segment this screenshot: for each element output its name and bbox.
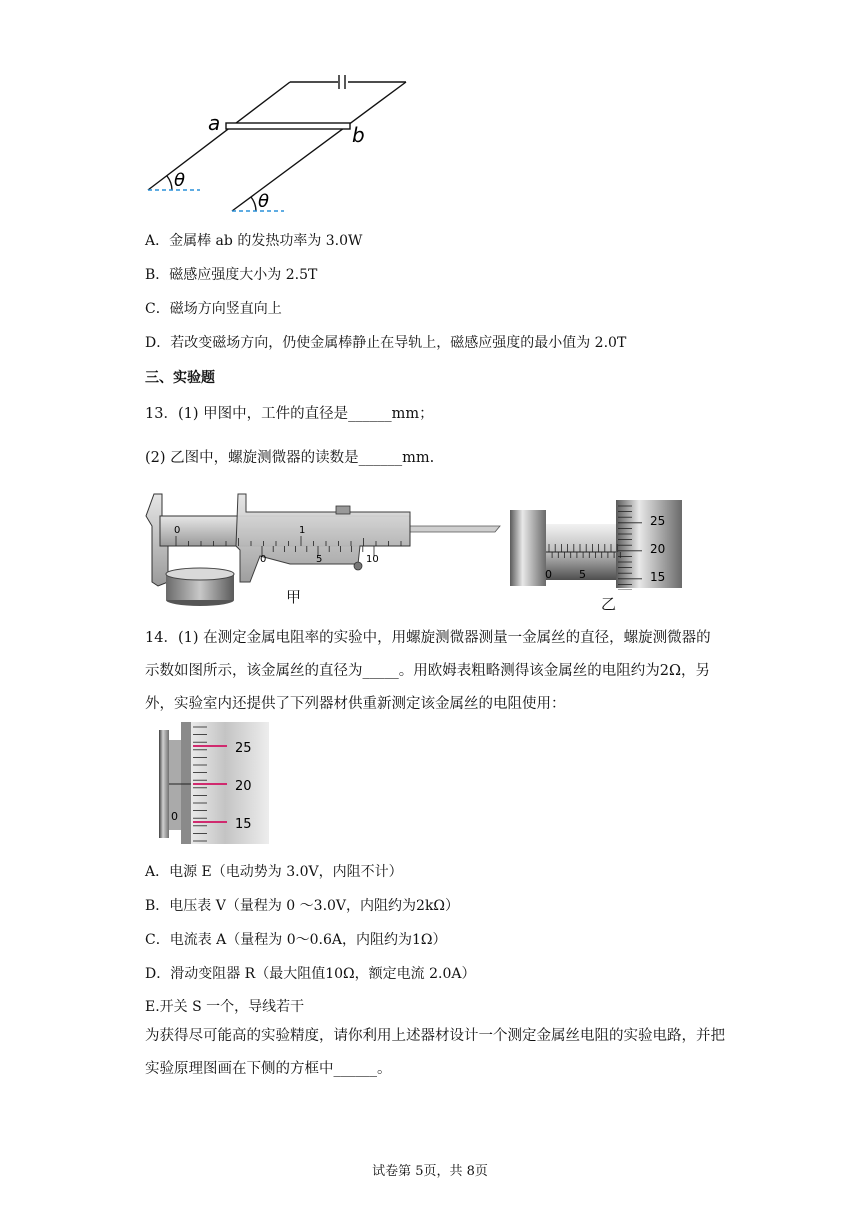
micrometer-caption: 乙 — [601, 595, 617, 613]
vernier-caliper-figure — [140, 486, 505, 608]
q13-line1: 13．(1) 甲图中，工件的直径是______mm； — [145, 406, 434, 422]
vernier-scale-5: 5 — [316, 554, 323, 565]
theta-right: θ — [258, 191, 270, 212]
m1-thimble-20: 20 — [650, 542, 666, 556]
m1-thimble-15: 15 — [650, 570, 666, 584]
equipment-d: D．滑动变阻器 R（最大阻值10Ω，额定电流 2.0A） — [145, 966, 476, 982]
equipment-c: C．电流表 A（量程为 0～0.6A，内阻约为1Ω） — [145, 932, 447, 948]
vernier-scale-10: 10 — [366, 554, 379, 565]
label-a: a — [208, 111, 221, 135]
q14-paragraph: 14．(1) 在测定金属电阻率的实验中，用螺旋测微器测量一金属丝的直径，螺旋测微器的示数如图所示，该金属丝的直径为_____。用欧姆表粗略测得该金属丝的电阻约为2Ω，另外，实验室内还提供了下列器材供重新测定该金属丝的电阻使用： — [145, 630, 711, 712]
main-scale-1: 1 — [299, 525, 306, 536]
label-b: b — [352, 123, 365, 147]
m2-thimble-20: 20 — [235, 779, 252, 794]
equipment-e: E.开关 S 一个，导线若干 — [145, 999, 305, 1015]
equipment-a: A．电源 E（电动势为 3.0V，内阻不计） — [145, 864, 403, 880]
page-footer: 试卷第 5页，共 8页 — [372, 1164, 488, 1179]
task-paragraph: 为获得尽可能高的实验精度，请你利用上述器材设计一个测定金属丝电阻的实验电路，并把实验原理图画在下侧的方框中______。 — [145, 1028, 725, 1077]
option-d: D．若改变磁场方向，仍使金属棒静止在导轨上，磁感应强度的最小值为 2.0T — [145, 335, 627, 351]
option-c: C．磁场方向竖直向上 — [145, 301, 282, 317]
m1-sleeve-5: 5 — [579, 568, 586, 581]
m1-sleeve-0: 0 — [545, 568, 552, 581]
option-b: B．磁感应强度大小为 2.5T — [145, 267, 318, 283]
m2-thimble-15: 15 — [235, 817, 252, 832]
q13-line2: (2) 乙图中，螺旋测微器的读数是______mm. — [145, 450, 435, 466]
option-a: A．金属棒 ab 的发热功率为 3.0W — [145, 233, 363, 249]
m1-thimble-25: 25 — [650, 514, 666, 528]
m2-thimble-25: 25 — [235, 741, 252, 756]
micrometer-figure-1 — [508, 498, 686, 590]
equipment-b: B．电压表 V（量程为 0 ～3.0V，内阻约为2kΩ） — [145, 898, 460, 914]
caliper-caption: 甲 — [286, 588, 302, 606]
main-scale-0: 0 — [174, 525, 181, 536]
inclined-rails-figure — [140, 68, 420, 218]
section-title: 三、实验题 — [145, 370, 215, 386]
vernier-scale-0: 0 — [260, 554, 267, 565]
theta-left: θ — [174, 170, 186, 191]
micrometer-figure-2 — [157, 722, 271, 844]
m2-sleeve-0: 0 — [171, 810, 178, 823]
